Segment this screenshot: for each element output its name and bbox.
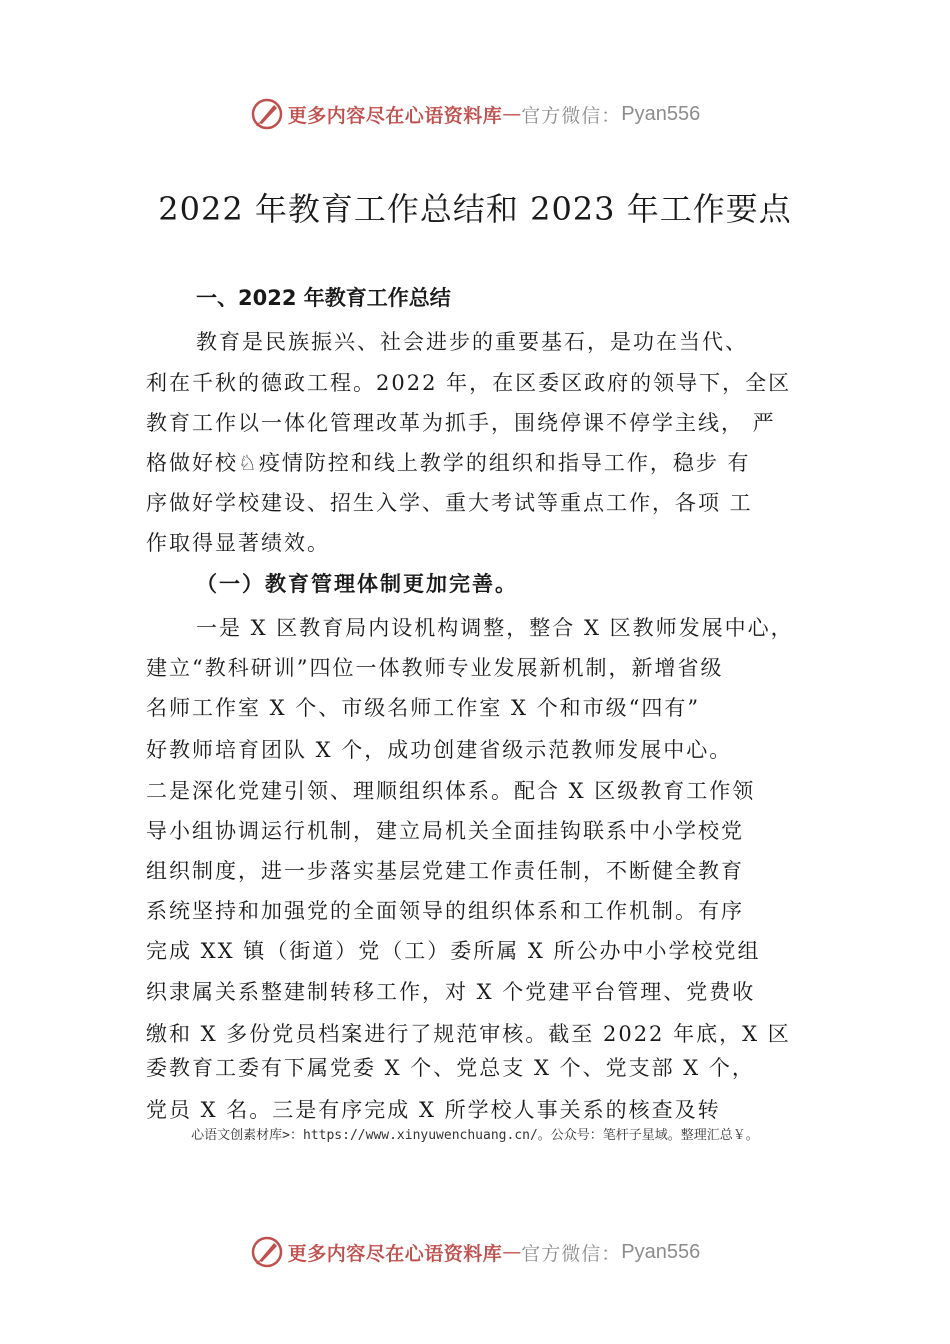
watermark-footer bbox=[0, 1232, 950, 1272]
watermark-dash: — bbox=[502, 103, 522, 125]
text-line: 组织制度，进一步落实基层党建工作责任制，不断健全教育 bbox=[146, 859, 744, 883]
text-line: 二是深化党建引领、理顺组织体系。配合 X 区级教育工作领 bbox=[146, 779, 756, 803]
watermark-wechat-label: 官方微信： bbox=[521, 1242, 622, 1265]
text-line: 缴和 X 多份党员档案进行了规范审核。截至 2022 年底，X 区 bbox=[146, 1022, 791, 1046]
section-heading: 一、2022 年教育工作总结 bbox=[196, 286, 451, 310]
source-note: 心语文创素材库>：https://www.xinyuwenchuang.cn/。公众号：笔杆子星域。整理汇总￥。 bbox=[191, 1128, 759, 1143]
quill-logo-icon bbox=[250, 1235, 284, 1269]
watermark-text: 更多内容尽在心语资料库 bbox=[287, 104, 503, 127]
text-line: 格做好校♘疫情防控和线上教学的组织和指导工作，稳步 有 bbox=[146, 451, 751, 475]
text-line: 教育工作以一体化管理改革为抓手，围绕停课不停学主线， 严 bbox=[146, 411, 776, 435]
subsection-heading: （一）教育管理体制更加完善。 bbox=[196, 571, 518, 596]
watermark-wechat-id: Pyan556 bbox=[621, 1240, 701, 1263]
text-line: 党员 X 名。三是有序完成 X 所学校人事关系的核查及转 bbox=[146, 1098, 721, 1122]
watermark-header bbox=[0, 94, 950, 134]
text-line: 利在千秋的德政工程。2022 年，在区委区政府的领导下，全区 bbox=[146, 371, 792, 395]
text-line: 完成 XX 镇（街道）党（工）委所属 X 所公办中小学校党组 bbox=[146, 939, 761, 963]
watermark-dash: — bbox=[502, 1241, 522, 1263]
watermark-wechat-label: 官方微信： bbox=[521, 104, 622, 127]
text-line: 序做好学校建设、招生入学、重大考试等重点工作，各项 工 bbox=[146, 491, 753, 515]
document-title: 2022 年教育工作总结和 2023 年工作要点 bbox=[158, 190, 792, 228]
text-line: 系统坚持和加强党的全面领导的组织体系和工作机制。有序 bbox=[146, 899, 744, 923]
watermark-wechat-id: Pyan556 bbox=[621, 102, 701, 125]
text-line: 委教育工委有下属党委 X 个、党总支 X 个、党支部 X 个， bbox=[146, 1056, 755, 1080]
text-line: 作取得显著绩效。 bbox=[146, 531, 330, 555]
text-line: 织隶属关系整建制转移工作，对 X 个党建平台管理、党费收 bbox=[146, 980, 756, 1004]
text-line: 好教师培育团队 X 个，成功创建省级示范教师发展中心。 bbox=[146, 738, 733, 762]
text-line: 导小组协调运行机制，建立局机关全面挂钩联系中小学校党 bbox=[146, 819, 744, 843]
quill-logo-icon bbox=[250, 97, 284, 131]
watermark-text: 更多内容尽在心语资料库 bbox=[287, 1242, 503, 1265]
text-line: 一是 X 区教育局内设机构调整，整合 X 区教师发展中心， bbox=[196, 616, 794, 640]
text-line: 名师工作室 X 个、市级名师工作室 X 个和市级“四有” bbox=[146, 696, 701, 720]
text-line: 教育是民族振兴、社会进步的重要基石，是功在当代、 bbox=[196, 330, 748, 354]
text-line: 建立“教科研训”四位一体教师专业发展新机制，新增省级 bbox=[146, 656, 724, 680]
